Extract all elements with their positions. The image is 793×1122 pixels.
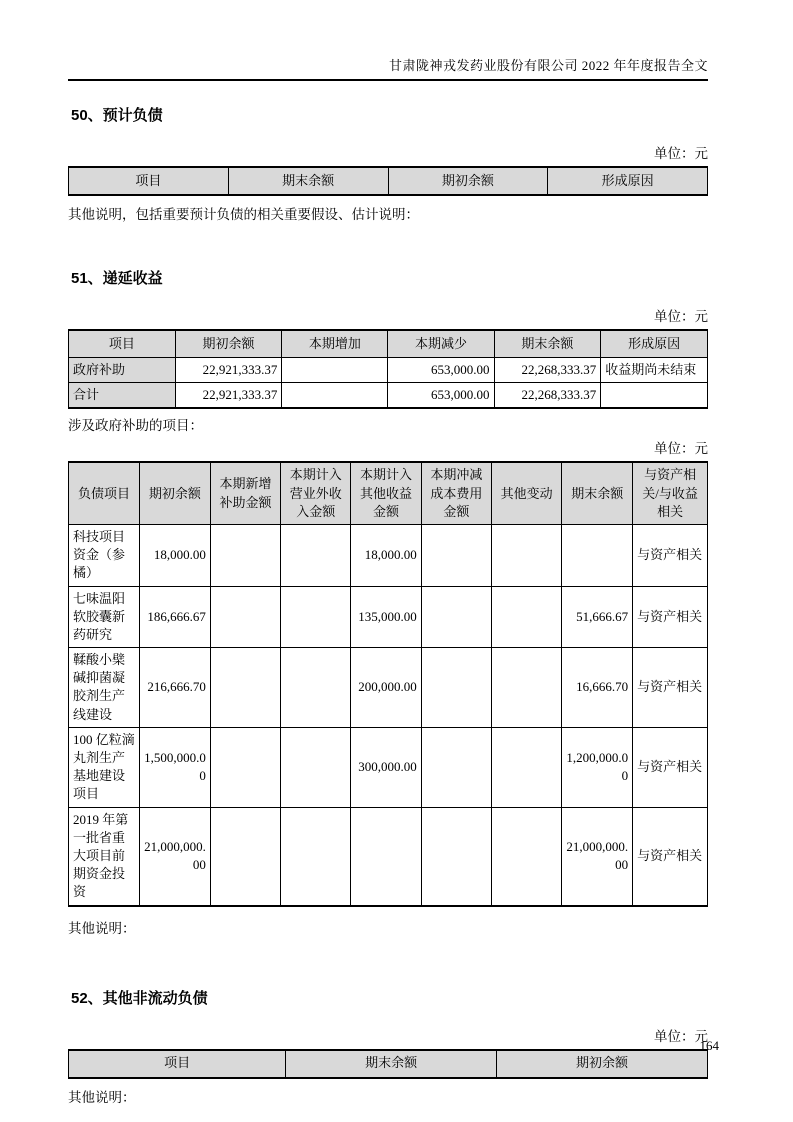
table-cell-new-subsidy [210, 586, 280, 648]
table-cell-project: 2019 年第一批省重大项目前期资金投资 [69, 807, 140, 905]
table-row-project [69, 524, 708, 586]
table-cell-item: 政府补助 [69, 358, 176, 383]
table-cell-closing-balance: 22,268,333.37 [494, 358, 601, 383]
table-cell-other-income: 135,000.00 [351, 586, 421, 648]
table-cell-reason [601, 383, 708, 409]
table-cell-closing: 21,000,000.00 [562, 807, 633, 905]
table-cell-decrease: 653,000.00 [388, 383, 494, 409]
table-cell-project: 科技项目资金（参橘） [69, 524, 140, 586]
table-cell-increase [282, 383, 388, 409]
table-cell-opening: 216,666.70 [139, 648, 210, 728]
table-cell-new-subsidy [210, 648, 280, 728]
table-header-row [69, 167, 708, 195]
table-header-cell: 本期新增补助金额 [210, 462, 280, 524]
table-cell-other-changes [491, 727, 561, 807]
table-header-cell: 期末余额 [494, 330, 601, 358]
table-row-government-subsidy [69, 358, 708, 383]
page-content [68, 0, 708, 1106]
table-header-cell: 本期减少 [388, 330, 494, 358]
table-row-project [69, 586, 708, 648]
table-cell-cost-offset [421, 524, 491, 586]
table-cell-other-changes [491, 586, 561, 648]
table-header-cell: 本期增加 [282, 330, 388, 358]
table-header-row [69, 1050, 708, 1078]
table-header-cell: 本期计入其他收益金额 [351, 462, 421, 524]
table-header-cell: 期初余额 [388, 167, 548, 195]
table-cell-other-changes [491, 807, 561, 905]
table-row-total [69, 383, 708, 409]
table-cell-project: 鞣酸小檗碱抑菌凝胶剂生产线建设 [69, 648, 140, 728]
table-cell-decrease: 653,000.00 [388, 358, 494, 383]
table-cell-closing-balance: 22,268,333.37 [494, 383, 601, 409]
table-cell-asset-related: 与资产相关 [633, 807, 708, 905]
table-cell-increase [282, 358, 388, 383]
table-cell-opening: 186,666.67 [139, 586, 210, 648]
table-cell-cost-offset [421, 586, 491, 648]
section-51-heading: 51、递延收益 [71, 270, 163, 287]
table-row-project [69, 648, 708, 728]
table-cell-opening-balance: 22,921,333.37 [175, 358, 282, 383]
table-header-cell: 本期冲减成本费用金额 [421, 462, 491, 524]
table-cell-cost-offset [421, 807, 491, 905]
table-cell-closing: 51,666.67 [562, 586, 633, 648]
table-cell-opening-balance: 22,921,333.37 [175, 383, 282, 409]
table-header-cell: 期初余额 [139, 462, 210, 524]
table-cell-item: 合计 [69, 383, 176, 409]
table-cell-opening: 21,000,000.00 [139, 807, 210, 905]
other-noncurrent-liabilities-table [68, 1049, 708, 1079]
estimated-liabilities-table [68, 166, 708, 196]
table-cell-project: 100 亿粒滴丸剂生产基地建设项目 [69, 727, 140, 807]
table-header-row [69, 330, 708, 358]
table-header-cell: 项目 [69, 330, 176, 358]
table-header-cell: 本期计入营业外收入金额 [281, 462, 351, 524]
table-cell-asset-related: 与资产相关 [633, 727, 708, 807]
table-cell-other-changes [491, 648, 561, 728]
table-header-cell: 负债项目 [69, 462, 140, 524]
section-51-note: 其他说明： [68, 920, 136, 936]
table-cell-closing: 1,200,000.00 [562, 727, 633, 807]
table-row-project [69, 807, 708, 905]
report-header-title: 甘肃陇神戎发药业股份有限公司 2022 年年度报告全文 [68, 0, 708, 81]
section-50-heading: 50、预计负债 [71, 107, 163, 124]
table-header-cell: 期末余额 [286, 1050, 497, 1078]
table-header-cell: 其他变动 [491, 462, 561, 524]
table-header-cell: 期末余额 [562, 462, 633, 524]
page-number: 164 [699, 1038, 719, 1053]
section-52-note: 其他说明： [68, 1089, 136, 1105]
unit-label-section-51: 单位：元 [654, 309, 708, 324]
table-cell-opening: 18,000.00 [139, 524, 210, 586]
table-cell-nonoperating-income [281, 807, 351, 905]
table-cell-nonoperating-income [281, 586, 351, 648]
section-50-note: 其他说明，包括重要预计负债的相关重要假设、估计说明： [68, 207, 419, 222]
table-header-cell: 期初余额 [497, 1050, 708, 1078]
table-cell-closing [562, 524, 633, 586]
table-cell-new-subsidy [210, 807, 280, 905]
table-header-cell: 项目 [69, 167, 229, 195]
table-cell-other-changes [491, 524, 561, 586]
table-header-cell: 形成原因 [601, 330, 708, 358]
table-header-cell: 项目 [69, 1050, 286, 1078]
table-cell-asset-related: 与资产相关 [633, 524, 708, 586]
table-cell-closing: 16,666.70 [562, 648, 633, 728]
table-cell-asset-related: 与资产相关 [633, 648, 708, 728]
table-header-cell: 形成原因 [548, 167, 708, 195]
table-cell-reason: 收益期尚未结束 [601, 358, 708, 383]
table-header-cell: 与资产相关/与收益相关 [633, 462, 708, 524]
table-cell-asset-related: 与资产相关 [633, 586, 708, 648]
table-cell-new-subsidy [210, 524, 280, 586]
table-cell-other-income: 300,000.00 [351, 727, 421, 807]
table-cell-new-subsidy [210, 727, 280, 807]
table-cell-other-income: 18,000.00 [351, 524, 421, 586]
unit-label-section-52: 单位：元 [654, 1028, 708, 1044]
table-cell-project: 七味温阳软胶囊新药研究 [69, 586, 140, 648]
table-header-cell: 期初余额 [175, 330, 282, 358]
table-cell-other-income [351, 807, 421, 905]
table-cell-opening: 1,500,000.00 [139, 727, 210, 807]
unit-label-section-50: 单位：元 [654, 146, 708, 161]
unit-label-subsidy-table: 单位：元 [654, 441, 708, 457]
table-header-row [69, 462, 708, 524]
table-cell-nonoperating-income [281, 727, 351, 807]
table-header-cell: 期末余额 [228, 167, 388, 195]
table-cell-cost-offset [421, 648, 491, 728]
section-52-heading: 52、其他非流动负债 [71, 989, 208, 1007]
government-subsidy-projects-table [68, 461, 708, 906]
table-cell-other-income: 200,000.00 [351, 648, 421, 728]
table-cell-cost-offset [421, 727, 491, 807]
table-cell-nonoperating-income [281, 524, 351, 586]
deferred-income-summary-table [68, 329, 708, 409]
table-row-project [69, 727, 708, 807]
subsidy-projects-caption: 涉及政府补助的项目： [68, 418, 203, 434]
table-cell-nonoperating-income [281, 648, 351, 728]
